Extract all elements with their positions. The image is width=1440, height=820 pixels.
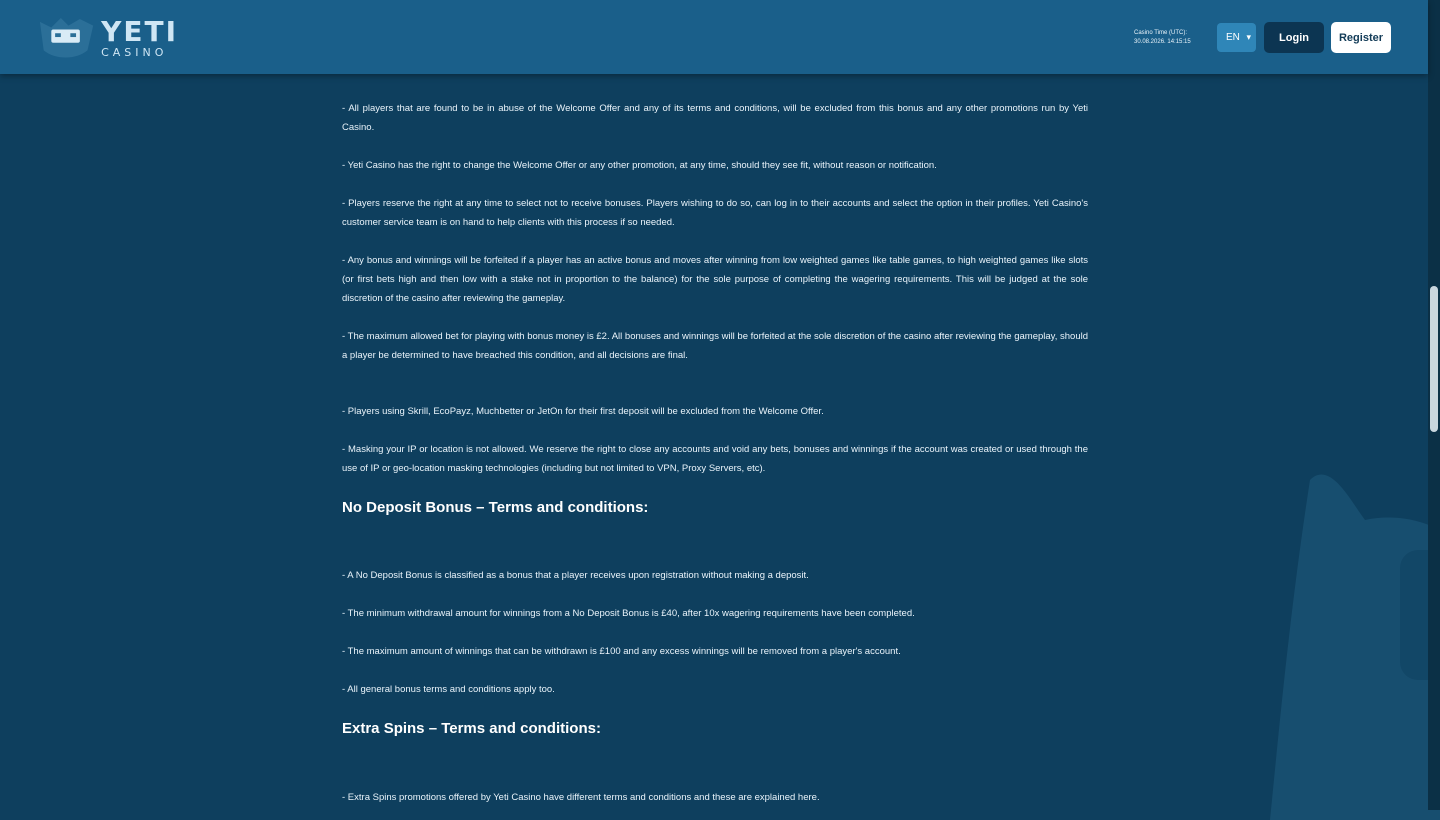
casino-time	[1134, 29, 1191, 47]
terms-paragraph: - All players that are found to be in abuse of the Welcome Offer and any of its terms and conditions, will be excluded from this bonus and any other promotions run by Yeti Casino.	[342, 103, 1088, 133]
register-button[interactable]: Register	[1331, 22, 1391, 53]
terms-paragraph: - Players reserve the right at any time to select not to receive bonuses. Players wishing to do so, can log in to their accounts and select the option in their profiles. Yeti Casino's customer service team is on hand to help clients with this process if so needed.	[342, 198, 1088, 228]
terms-paragraph: - Players using Skrill, EcoPayz, Muchbetter or JetOn for their first deposit will be excluded from the Welcome Offer.	[342, 406, 824, 417]
scrollbar-thumb[interactable]	[1430, 286, 1438, 432]
extra-spins-item: - Extra Spins promotions offered by Yeti Casino have different terms and conditions and these are explained here.	[342, 792, 820, 803]
chevron-down-icon: ▾	[1246, 32, 1251, 42]
page-scrollbar[interactable]	[1428, 0, 1440, 810]
terms-paragraph: - The maximum allowed bet for playing with bonus money is £2. All bonuses and winnings will be forfeited at the sole discretion of the casino after reviewing the gameplay, should a player be determined to have breached this condition, and all decisions are final.	[342, 331, 1088, 361]
casino-time-value: 30.08.2026. 14:15:15	[1134, 39, 1191, 45]
yeti-casino-logo[interactable]	[38, 14, 178, 62]
language-select[interactable]	[1217, 23, 1256, 52]
no-deposit-item: - A No Deposit Bonus is classified as a bonus that a player receives upon registration without making a deposit.	[342, 570, 809, 581]
logo-subtitle: CASINO	[101, 46, 168, 59]
casino-time-label: Casino Time (UTC):	[1134, 30, 1188, 36]
extra-spins-heading: Extra Spins – Terms and conditions:	[342, 720, 601, 737]
no-deposit-item: - All general bonus terms and conditions apply too.	[342, 684, 555, 695]
login-button[interactable]: Login	[1264, 22, 1324, 53]
yeti-mascot-watermark	[1270, 460, 1440, 820]
site-header	[0, 0, 1428, 74]
terms-paragraph: - Any bonus and winnings will be forfeited if a player has an active bonus and moves after winning from low weighted games like table games, to high weighted games like slots (or first bets high and then low with a stake not in proportion to the balance) for the sole purpose of completing the wagering requirements. This will be judged at the sole discretion of the casino after reviewing the gameplay.	[342, 255, 1088, 304]
terms-paragraph: - Yeti Casino has the right to change the Welcome Offer or any other promotion, at any time, should they see fit, without reason or notification.	[342, 160, 937, 171]
logo-wordmark: YETI	[101, 15, 178, 48]
no-deposit-item: - The maximum amount of winnings that can be withdrawn is £100 and any excess winnings will be removed from a player's account.	[342, 646, 901, 657]
terms-paragraph: - Masking your IP or location is not allowed. We reserve the right to close any accounts and void any bets, bonuses and winnings if the account was created or used through the use of IP or geo-location masking technologies (including but not limited to VPN, Proxy Servers, etc).	[342, 444, 1088, 474]
no-deposit-heading: No Deposit Bonus – Terms and conditions:	[342, 499, 649, 516]
no-deposit-item: - The minimum withdrawal amount for winnings from a No Deposit Bonus is £40, after 10x wagering requirements have been completed.	[342, 608, 915, 619]
yeti-logo-icon	[38, 15, 95, 61]
language-value: EN	[1226, 32, 1240, 43]
